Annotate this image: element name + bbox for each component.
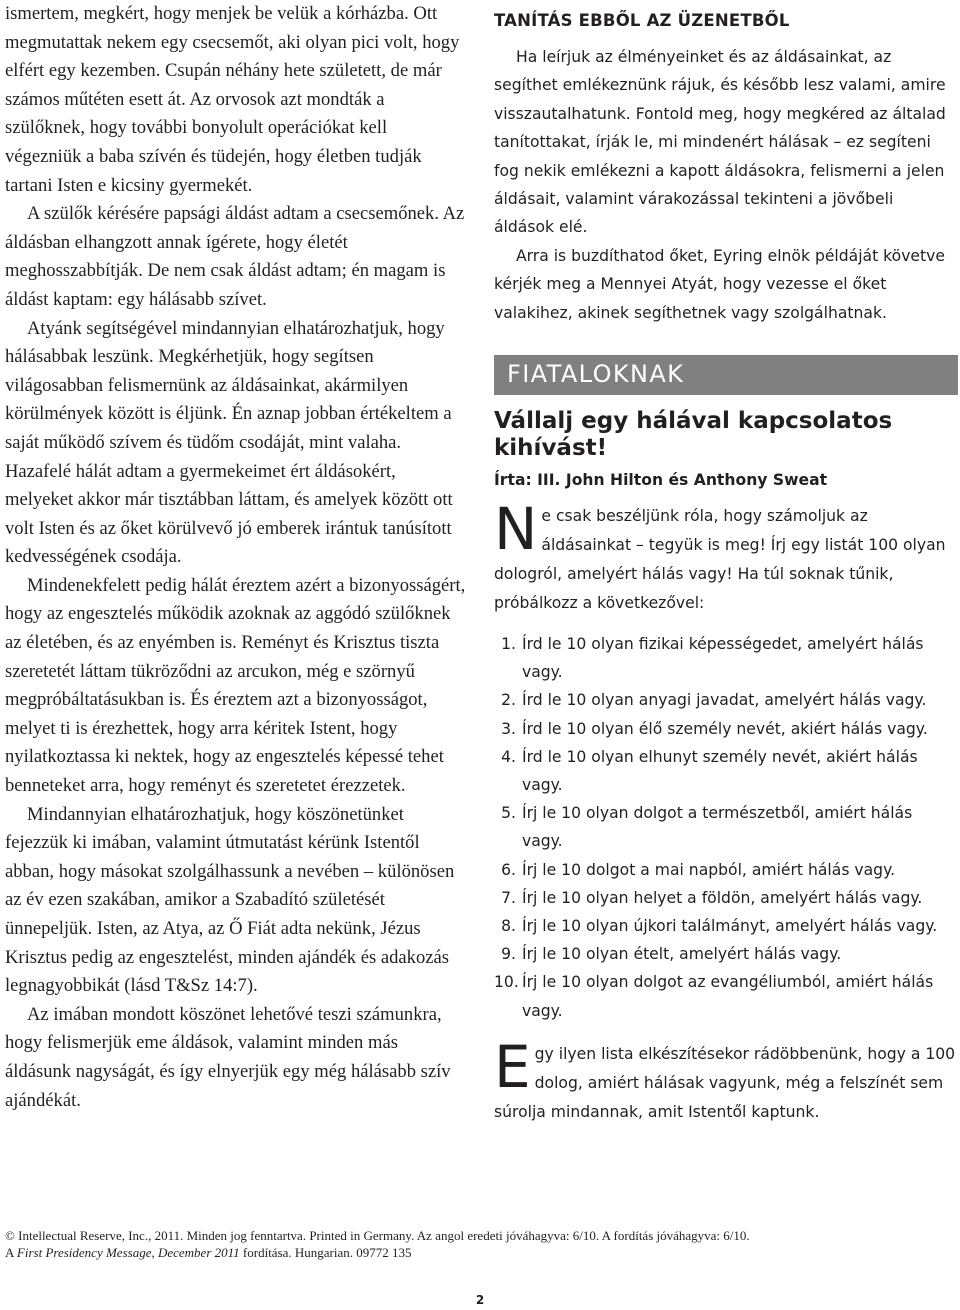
challenge-list bbox=[494, 630, 956, 1025]
list-number: 4. bbox=[501, 747, 516, 766]
article-paragraph: Mindenekfelett pedig hálát éreztem azért a bizonyosságért, hogy az engesztelés működik azoknak az aggódó szülőknek az életében, és az enyémben is. Reményt és Krisztus tiszta szeretetét láttam tükröződni az arcukon, még e szörnyű megpróbáltatásukban is. És éreztem azt a bizonyosságot, melyet ti is érezhettek, hogy arra kéritek Istent, hogy nyilatkoztassa ki nektek, hogy az engesztelés képessé tehet benneteket arra, hogy reményt és szeretetet érezzetek. bbox=[5, 574, 466, 797]
list-item bbox=[494, 715, 956, 743]
list-number: 10. bbox=[494, 973, 519, 992]
list-item bbox=[494, 940, 956, 968]
sidebar-paragraph: Arra is buzdíthatod őket, Eyring elnök példáját követve kérjék meg a Mennyei Atyát, hogy vezesse el őket valakihez, akinek segíthetnek vagy szolgálhatnak. bbox=[494, 246, 945, 322]
youth-outro bbox=[494, 1033, 956, 1127]
list-text: Írd le 10 olyan anyagi javadat, amelyért hálás vagy. bbox=[522, 691, 927, 710]
list-text: Írj le 10 olyan ételt, amelyért hálás vagy. bbox=[522, 945, 842, 964]
translation-prefix: A bbox=[5, 1245, 17, 1260]
list-text: Írj le 10 olyan dolgot a természetből, amiért hálás vagy. bbox=[522, 804, 913, 851]
list-text: Írd le 10 olyan elhunyt személy nevét, akiért hálás vagy. bbox=[522, 747, 918, 795]
list-text: Írj le 10 olyan helyet a földön, amelyért hálás vagy. bbox=[522, 888, 923, 907]
list-text: Írd le 10 olyan élő személy nevét, akiért hálás vagy. bbox=[522, 719, 928, 738]
article-left-column bbox=[5, 0, 467, 1115]
sidebar-paragraph: Ha leírjuk az élményeinket és az áldásainkat, az segíthet emlékeznünk rájuk, és később lesz valami, amire visszautalhatunk. Fontold meg, hogy megkéred az általad tanítottakat, írják le, mi mindenért hálásak – ez segíteni fog nekik emlékezni a kapott áldásokra, felismerni a jelen áldásait, valamint várakozással tekinteni a jövőbeli áldások elé. bbox=[494, 48, 946, 237]
youth-headline: Vállalj egy hálával kapcsolatos kihívást! bbox=[494, 408, 893, 461]
page-number: 2 bbox=[475, 1293, 485, 1307]
list-item bbox=[494, 630, 956, 686]
list-number: 3. bbox=[501, 719, 516, 738]
intro-text: e csak beszéljünk róla, hogy számoljuk az áldásainkat – tegyük is meg! Írj egy listát 100 olyan dologról, amelyért hálás vagy! Ha túl soknak tűnik, próbálkozz a következővel: bbox=[494, 507, 946, 612]
copyright-line: © Intellectual Reserve, Inc., 2011. Minden jog fenntartva. Printed in Germany. Az angol eredeti jóváhagyva: 6/10. A fordítás jóváhagyva: 6/10. bbox=[5, 1228, 750, 1243]
copyright-footer bbox=[5, 1227, 955, 1261]
sidebar-title: TANÍTÁS EBBŐL AZ ÜZENETBŐL bbox=[494, 11, 790, 30]
article-paragraph: Az imában mondott köszönet lehetővé teszi számunkra, hogy felismerjük eme áldások, valamint minden más áldásunk nagyságát, és így elnyerjük egy még hálásabb szív ajándékát. bbox=[5, 1003, 451, 1111]
byline: Írta: III. John Hilton és Anthony Sweat bbox=[494, 471, 828, 489]
list-number: 8. bbox=[501, 917, 516, 936]
list-number: 2. bbox=[501, 691, 516, 710]
teaching-sidebar bbox=[494, 0, 956, 327]
translation-suffix: fordítása. Hungarian. 09772 135 bbox=[239, 1245, 412, 1260]
list-item bbox=[494, 912, 956, 940]
list-text: Írj le 10 olyan újkori találmányt, amelyért hálás vagy. bbox=[522, 917, 938, 936]
list-number: 6. bbox=[501, 860, 516, 879]
list-number: 5. bbox=[501, 804, 516, 823]
youth-intro bbox=[494, 495, 956, 618]
list-item bbox=[494, 743, 956, 799]
list-item bbox=[494, 856, 956, 884]
article-paragraph: A szülők kérésére papsági áldást adtam a csecsemőnek. Az áldásban elhangzott annak ígérete, hogy életét meghosszabbítják. De nem csak áldást adtam; én magam is áldást kaptam: egy hálásabb szívet. bbox=[5, 203, 465, 310]
banner-label: FIATALOKNAK bbox=[507, 360, 685, 388]
list-text: Írd le 10 olyan fizikai képességedet, amelyért hálás vagy. bbox=[522, 635, 924, 682]
list-item bbox=[494, 968, 956, 1024]
list-item bbox=[494, 686, 956, 714]
article-paragraph: Atyánk segítségével mindannyian elhatározhatjuk, hogy hálásabbak leszünk. Megkérhetjük, hogy segítsen világosabban felismernünk az áldásainkat, akármilyen körülmények között is éljünk. Én aznap jobban értékeltem a saját működő szívem és tüdőm csodáját, mint valaha. Hazafelé hálát adtam a gyermekeimet ért áldásokért, melyeket akkor már tisztábban láttam, és amelyek között ott volt Isten és az őket körülvevő jó emberek irántuk tanúsított kedvességének csodája. bbox=[5, 317, 453, 568]
source-title: First Presidency Message, December 2011 bbox=[16, 1245, 240, 1260]
drop-cap: N bbox=[494, 495, 538, 563]
list-text: Írj le 10 olyan dolgot az evangéliumból, amiért hálás vagy. bbox=[522, 973, 934, 1020]
list-number: 7. bbox=[501, 888, 516, 907]
list-item bbox=[494, 799, 956, 855]
list-number: 9. bbox=[501, 945, 516, 964]
translation-line bbox=[5, 1244, 955, 1261]
list-item bbox=[494, 884, 956, 912]
outro-text: gy ilyen lista elkészítésekor rádöbbenünk, hogy a 100 dolog, amiért hálásak vagyunk, még a felszínét sem súrolja mindannak, amit Istentől kaptunk. bbox=[494, 1045, 956, 1121]
article-paragraph: Mindannyian elhatározhatjuk, hogy köszönetünket fejezzük ki imában, valamint útmutatást kérünk Istentől abban, hogy másokat szolgálhassunk a nevében – különösen az év ezen szakában, amikor a Szabadító születését ünnepeljük. Isten, az Atya, az Ő Fiát adta nekünk, Jézus Krisztus pedig az engesztelést, minden ajándék és adakozás legnagyobbikát (lásd T&Sz 14:7). bbox=[5, 803, 455, 997]
drop-cap: E bbox=[494, 1033, 531, 1101]
article-paragraph: ismertem, megkért, hogy menjek be velük a kórházba. Ott megmutattak nekem egy csecsemőt, aki olyan pici volt, hogy elfért egy kezemben. Csupán néhány hete született, de már számos műtéten esett át. Az orvosok azt mondták a szülőknek, hogy további bonyolult operációkat kell végezniük a baba szívén és tüdején, hogy életben tudják tartani Isten e kicsiny gyermekét. bbox=[5, 3, 460, 196]
list-number: 1. bbox=[501, 635, 516, 653]
youth-section-banner bbox=[494, 355, 958, 395]
sidebar-body bbox=[494, 43, 956, 327]
list-text: Írj le 10 dolgot a mai napból, amiért hálás vagy. bbox=[522, 860, 896, 879]
